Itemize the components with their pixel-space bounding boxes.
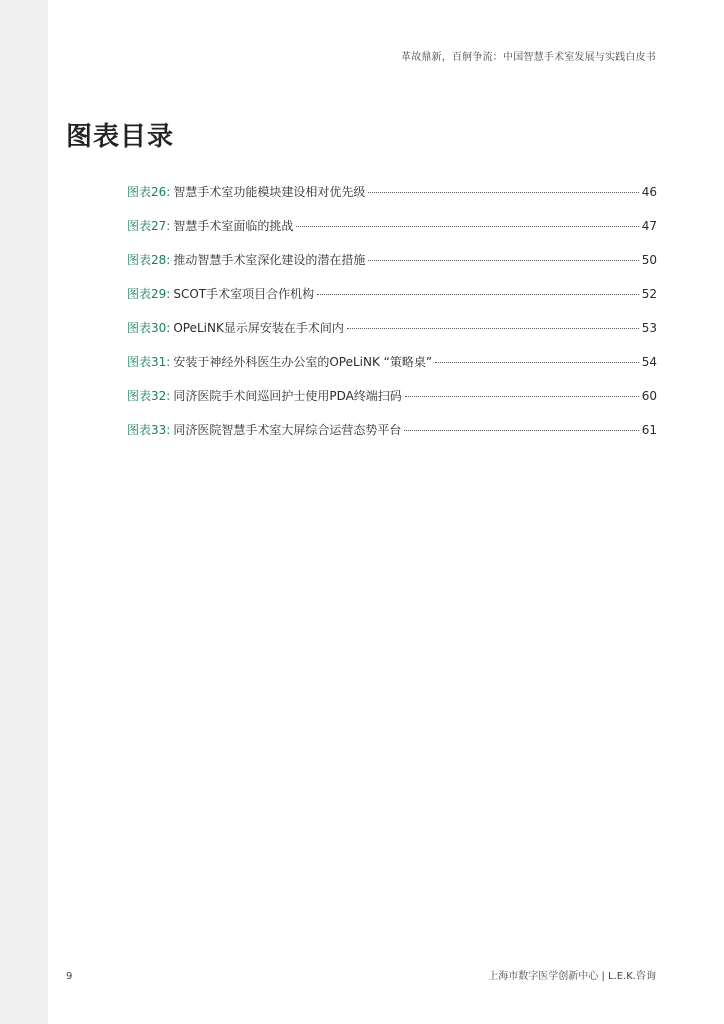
running-header: 革故鼎新，百舸争流：中国智慧手术室发展与实践白皮书 [401,52,656,63]
toc-entry-page: 60 [641,389,657,403]
toc-entry-label: 图表26: [127,185,171,199]
toc-dot-leader [317,294,639,295]
toc-entry-title: OPeLiNK显示屏安装在手术间内 [173,321,344,335]
toc-entry-label: 图表29: [127,287,171,301]
toc-dot-leader [368,260,638,261]
toc-entry-title: 安装于神经外科医生办公室的OPeLiNK “策略桌” [173,355,433,369]
toc-entry-label: 图表32: [127,389,171,403]
toc-entry[interactable] [127,318,657,352]
toc-entry-page: 46 [641,185,657,199]
toc-entry[interactable] [127,182,657,216]
toc-entry-title: 智慧手术室面临的挑战 [173,219,294,233]
toc-entry-label: 图表33: [127,423,171,437]
page-number: 9 [66,971,73,982]
toc-entry-label: 图表27: [127,219,171,233]
toc-entry-page: 53 [641,321,657,335]
page-title: 图表目录 [66,122,175,152]
toc-entry-label: 图表30: [127,321,171,335]
toc-entry-label: 图表31: [127,355,171,369]
toc-dot-leader [404,430,638,431]
toc-dot-leader [296,226,638,227]
toc-entry-title: 推动智慧手术室深化建设的潜在措施 [173,253,366,267]
toc-entry[interactable] [127,352,657,386]
toc-entry-page: 52 [641,287,657,301]
page-margin-strip [0,0,48,1024]
toc-entry[interactable] [127,284,657,318]
toc-entry-page: 50 [641,253,657,267]
toc-entry-title: 同济医院手术间巡回护士使用PDA终端扫码 [173,389,402,403]
toc-entry[interactable] [127,420,657,454]
footer-organization: 上海市数字医学创新中心 | L.E.K.咨询 [488,971,656,982]
toc-entry[interactable] [127,250,657,284]
toc-dot-leader [405,396,639,397]
toc-entry[interactable] [127,386,657,420]
toc-dot-leader [347,328,639,329]
toc-entry-page: 61 [641,423,657,437]
toc-entry-page: 47 [641,219,657,233]
toc-entry-title: 同济医院智慧手术室大屏综合运营态势平台 [173,423,402,437]
toc-entry-title: SCOT手术室项目合作机构 [173,287,315,301]
table-of-figures [127,182,657,454]
toc-entry-page: 54 [641,355,657,369]
toc-entry-title: 智慧手术室功能模块建设相对优先级 [173,185,366,199]
toc-entry[interactable] [127,216,657,250]
toc-dot-leader [368,192,638,193]
toc-entry-label: 图表28: [127,253,171,267]
toc-dot-leader [435,362,639,363]
